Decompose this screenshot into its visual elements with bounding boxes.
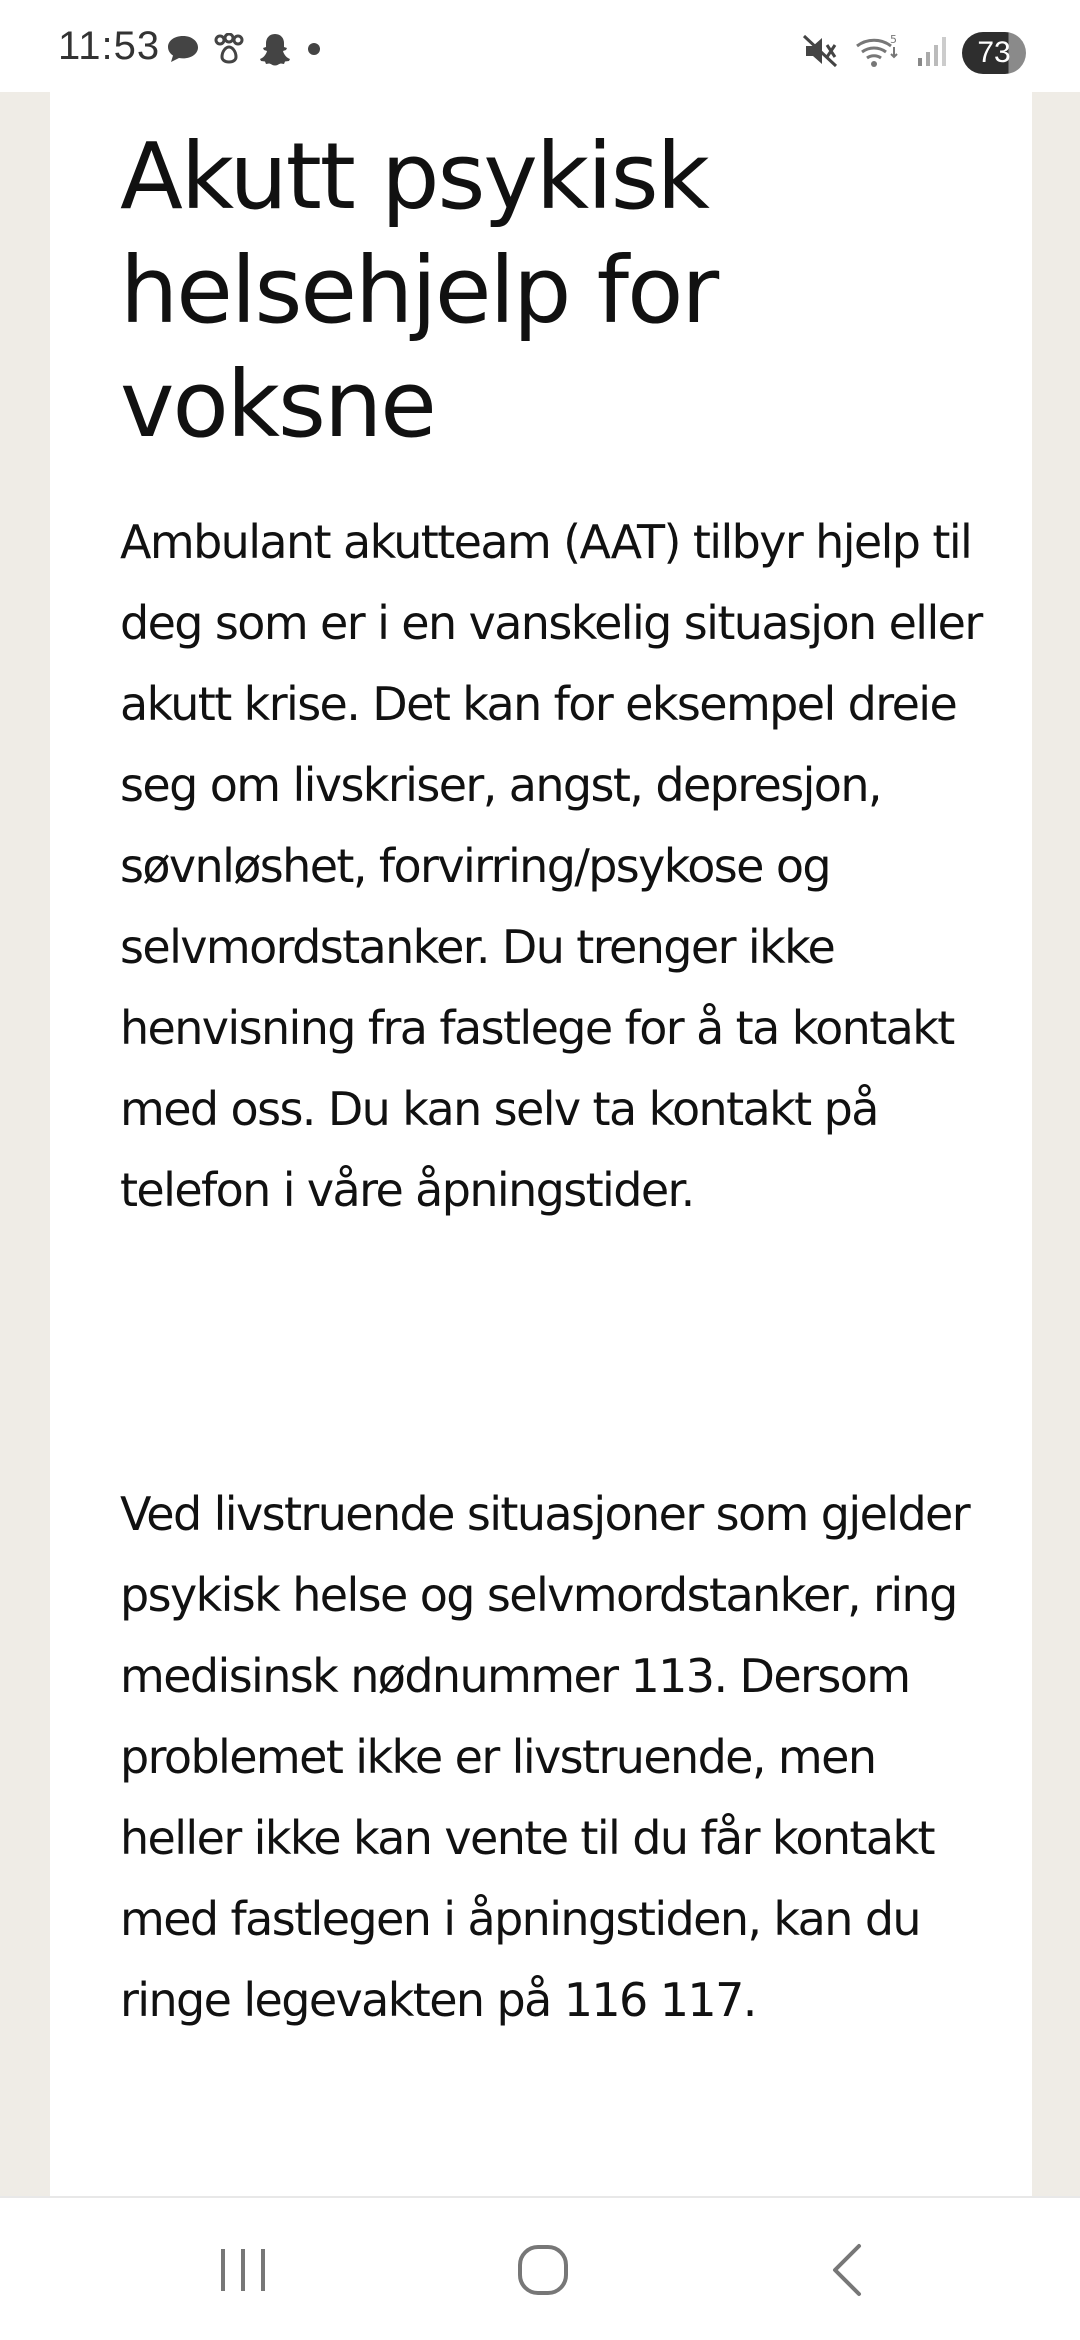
chat-bubble-icon xyxy=(166,34,200,68)
mute-icon xyxy=(802,34,838,72)
home-button[interactable] xyxy=(498,2232,588,2312)
status-time: 11:53 xyxy=(58,24,161,68)
snapchat-icon xyxy=(258,32,292,70)
system-icons xyxy=(802,32,1026,74)
dot-icon xyxy=(304,39,324,63)
status-bar xyxy=(0,0,1080,92)
navigation-bar xyxy=(0,2196,1080,2340)
recent-apps-icon xyxy=(216,2245,270,2299)
article-card xyxy=(50,92,1032,2196)
back-icon xyxy=(827,2242,867,2302)
page-title: Akutt psykisk helsehjelp for voksne xyxy=(120,123,718,458)
recent-apps-button[interactable] xyxy=(198,2232,288,2312)
intro-paragraph: Ambulant akutteam (AAT) tilbyr hjelp til deg som er i en vanskelig situasjon eller akutt krise. Det kan for eksempel dreie seg om livskriser, angst, depresjon, søvnløshet, forvirring/psykose og selvmordstanker. Du trenger ikke henvisning fra fastlege for å ta kontakt med oss. Du kan selv ta kontakt på telefon i våre åpningstider. xyxy=(120,515,982,1217)
home-icon xyxy=(515,2242,571,2302)
wifi-icon xyxy=(854,33,900,73)
battery-icon: 73 xyxy=(962,32,1026,74)
svg-text:5: 5 xyxy=(890,33,897,46)
signal-icon xyxy=(916,34,946,72)
back-button[interactable] xyxy=(802,2232,892,2312)
paw-icon xyxy=(212,33,246,69)
notification-icons xyxy=(166,32,324,70)
emergency-paragraph: Ved livstruende situasjoner som gjelder psykisk helse og selvmordstanker, ring medisinsk nødnummer 113. Dersom problemet ikke er livstruende, men heller ikke kan vente til du får kontakt med fastlegen i åpningstiden, kan du ringe legevakten på 116 117. xyxy=(120,1487,970,2027)
